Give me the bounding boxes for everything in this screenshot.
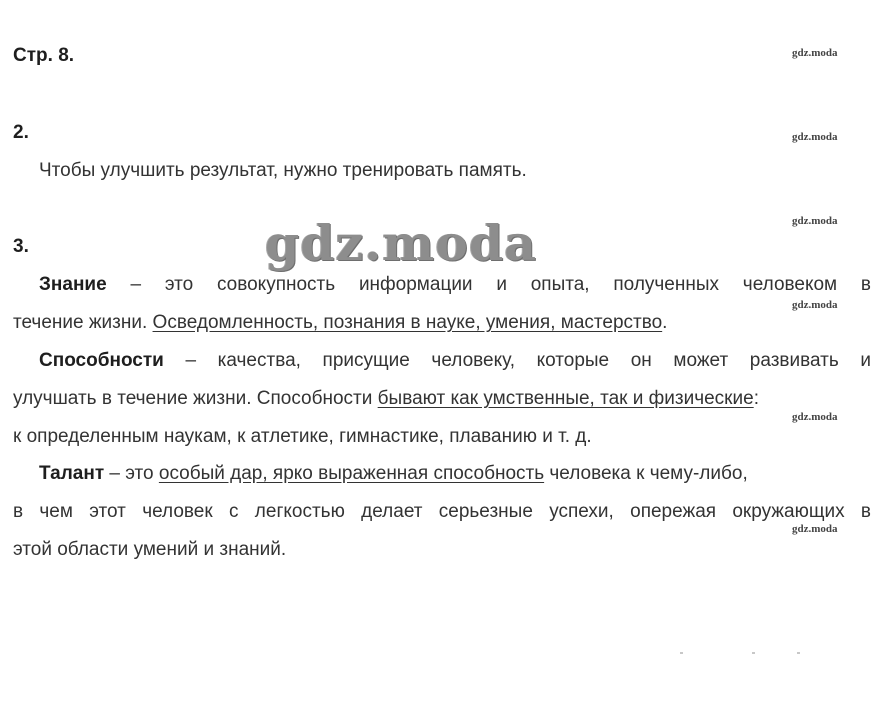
watermark-logo: gdz.moda [265,214,537,272]
watermark-text: gdz.moda [792,411,838,423]
term-talant: Талант [39,463,105,484]
definition-text: человека к чему-либо, [544,463,748,484]
paragraph-line: в чем этот человек с легкостью делает серьезные успехи, опережая окружающих в [13,501,871,522]
punctuation: . [662,312,668,333]
watermark-text: gdz.moda [792,523,838,535]
task-number: 3. [13,236,29,257]
definition-text: – это совокупность информации и опыта, полученных человеком в [106,274,871,295]
watermark-text: gdz.moda [792,47,838,59]
term-sposobnosti: Способности [39,350,164,371]
watermark-text: gdz.moda [792,299,838,311]
paragraph-line [13,311,667,335]
watermark-text: gdz.moda [792,131,838,143]
definition-text: – это [104,463,159,484]
task-number: 2. [13,122,29,143]
punctuation: : [753,388,759,409]
paragraph-line [39,462,748,486]
scan-speck [752,652,755,654]
underlined-text: бывают как умственные, так и физические [377,388,754,409]
watermark-text: gdz.moda [792,215,838,227]
paragraph-line [39,349,871,373]
underlined-text: Осведомленность, познания в науке, умения, мастерство [152,312,663,333]
definition-text: течение жизни. [13,312,153,333]
paragraph-line: этой области умений и знаний. [13,539,287,560]
scan-speck [797,652,800,654]
scan-speck [680,652,683,654]
term-znanie: Знание [39,274,107,295]
definition-text: – качества, присущие человеку, которые он может развивать и [163,350,871,371]
underlined-text: особый дар, ярко выраженная способность [158,463,545,484]
definition-text: улучшать в течение жизни. Способности [13,388,378,409]
paragraph-line: к определенным наукам, к атлетике, гимнастике, плаванию и т. д. [13,426,592,447]
paragraph-line [39,273,871,297]
page-title: Стр. 8. [13,45,75,66]
paragraph-line [13,387,759,411]
task-answer: Чтобы улучшить результат, нужно тренировать память. [39,160,527,181]
